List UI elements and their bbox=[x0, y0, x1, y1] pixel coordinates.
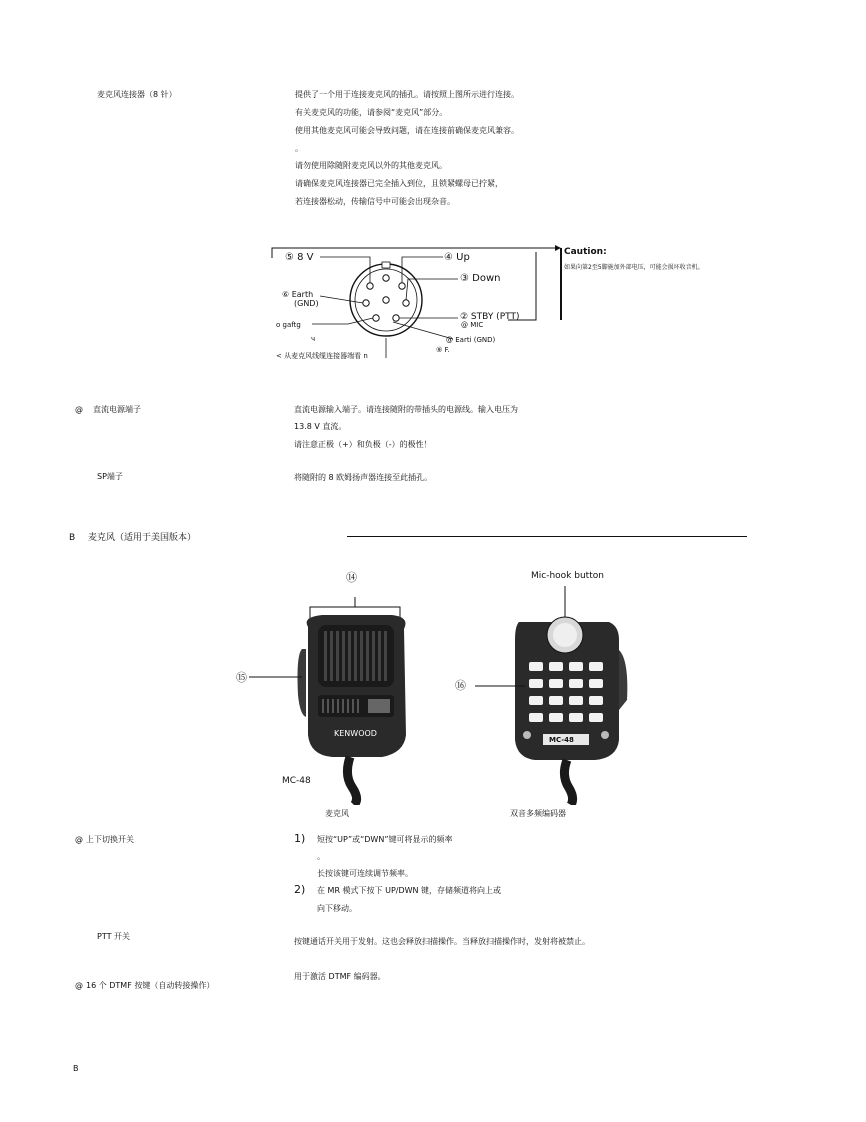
model-badge: MC-48 bbox=[549, 736, 574, 744]
sp-title: SP端子 bbox=[97, 472, 123, 481]
caution-divider bbox=[560, 248, 562, 320]
callout-14: ⑭ bbox=[346, 571, 357, 584]
section-b-title: 麦克风（适用于美国版本） bbox=[88, 533, 197, 543]
updown-title: 上下切换开关 bbox=[86, 835, 134, 844]
updown-item1-line-2: 。 bbox=[317, 852, 325, 861]
caution-title: Caution: bbox=[564, 247, 607, 257]
diagram-caption: < 从麦克风线缆连接器端看 n bbox=[276, 352, 368, 360]
kenwood-logo: KENWOOD bbox=[334, 729, 377, 738]
dc-line-3: 请注意正极（+）和负极（-）的极性！ bbox=[294, 440, 432, 449]
pin-stby-label: ② STBY (PTT) bbox=[460, 312, 520, 322]
mic-connector-line-7: 若连接器松动，传输信号中可能会出现杂音。 bbox=[295, 197, 455, 206]
dtmf-text: 用于激活 DTMF 编码器。 bbox=[294, 972, 386, 981]
mic-connector-line-5: 请勿使用除随附麦克风以外的其他麦克风。 bbox=[295, 161, 447, 170]
mic-connector-line-6: 请确保麦克风连接器已完全插入到位，且锁紧螺母已拧紧， bbox=[295, 179, 503, 188]
ptt-text: 按键通话开关用于发射。这也会释放扫描操作。当释放扫描操作时，发射将被禁止。 bbox=[294, 937, 590, 946]
pin-earth-gnd-label: @ Earti (GND) bbox=[446, 336, 496, 344]
page-footer-letter: B bbox=[73, 1064, 79, 1073]
label-u: ч bbox=[311, 335, 316, 343]
updown-marker: @ bbox=[75, 835, 83, 844]
caution-text: 如果向第2至5脚施加外部电压，可能会损坏收音机。 bbox=[564, 264, 704, 271]
sp-text: 将随附的 8 欧姆扬声器连接至此插孔。 bbox=[294, 473, 433, 482]
callout-15: ⑮ bbox=[236, 671, 247, 684]
dc-title: 直流电源端子 bbox=[93, 405, 141, 414]
diagram-bottom-cut: ⑨ F. bbox=[436, 346, 450, 354]
label-left-og: o gaftg bbox=[276, 321, 301, 329]
dtmf-keypad-illustration bbox=[455, 580, 645, 805]
updown-item2-num: 2) bbox=[294, 883, 306, 896]
mic-connector-line-3: 使用其他麦克风可能会导致问题，请在连接前确保麦克风兼容。 bbox=[295, 126, 519, 135]
updown-item2-line-2: 向下移动。 bbox=[317, 904, 357, 913]
microphone-illustration bbox=[232, 595, 422, 805]
dtmf-marker: @ bbox=[75, 981, 83, 990]
callout-16: ⑯ bbox=[455, 679, 466, 692]
model-label-left: MC-48 bbox=[282, 776, 311, 786]
dtmf-title: 16 个 DTMF 按键（自动转接操作） bbox=[86, 981, 215, 990]
ptt-title: PTT 开关 bbox=[97, 932, 130, 941]
updown-item2-line-1: 在 MR 模式下按下 UP/DWN 键，存储频道将向上或 bbox=[317, 886, 502, 895]
updown-item1-num: 1) bbox=[294, 832, 306, 845]
mic-hook-label: Mic-hook button bbox=[531, 571, 604, 581]
caption-microphone: 麦克风 bbox=[325, 809, 349, 818]
pin-gnd-label: (GND) bbox=[294, 299, 319, 308]
pin-8v-label: ⑤ 8 V bbox=[285, 252, 314, 263]
updown-item1-line-3: 长按该键可连续调节频率。 bbox=[317, 869, 413, 878]
caption-dtmf: 双音多频编码器 bbox=[510, 809, 566, 818]
mic-connector-line-2: 有关麦克风的功能，请参阅“麦克风”部分。 bbox=[295, 108, 448, 117]
pin-down-label: ③ Down bbox=[460, 273, 501, 284]
mic-connector-line-4: 。 bbox=[295, 144, 303, 153]
section-b-letter: B bbox=[69, 533, 76, 543]
dc-line-1: 直流电源输入端子。请连接随附的带插头的电源线。输入电压为 bbox=[294, 405, 518, 414]
pin-up-label: ④ Up bbox=[444, 252, 470, 263]
mic-connector-title: 麦克风连接器（8 针） bbox=[97, 90, 177, 99]
section-b-rule bbox=[347, 536, 747, 537]
updown-item1-line-1: 短按“UP”或“DWN”键可将显示的频率 bbox=[317, 835, 453, 844]
dc-line-2: 13.8 V 直流。 bbox=[294, 422, 347, 431]
pin-mic-label: @ MIC bbox=[461, 321, 484, 329]
dc-marker: @ bbox=[75, 405, 83, 414]
mic-connector-line-1: 提供了一个用于连接麦克风的插孔。请按照上图所示进行连接。 bbox=[295, 90, 519, 99]
pin-earth-label: ⑥ Earth bbox=[282, 290, 314, 299]
